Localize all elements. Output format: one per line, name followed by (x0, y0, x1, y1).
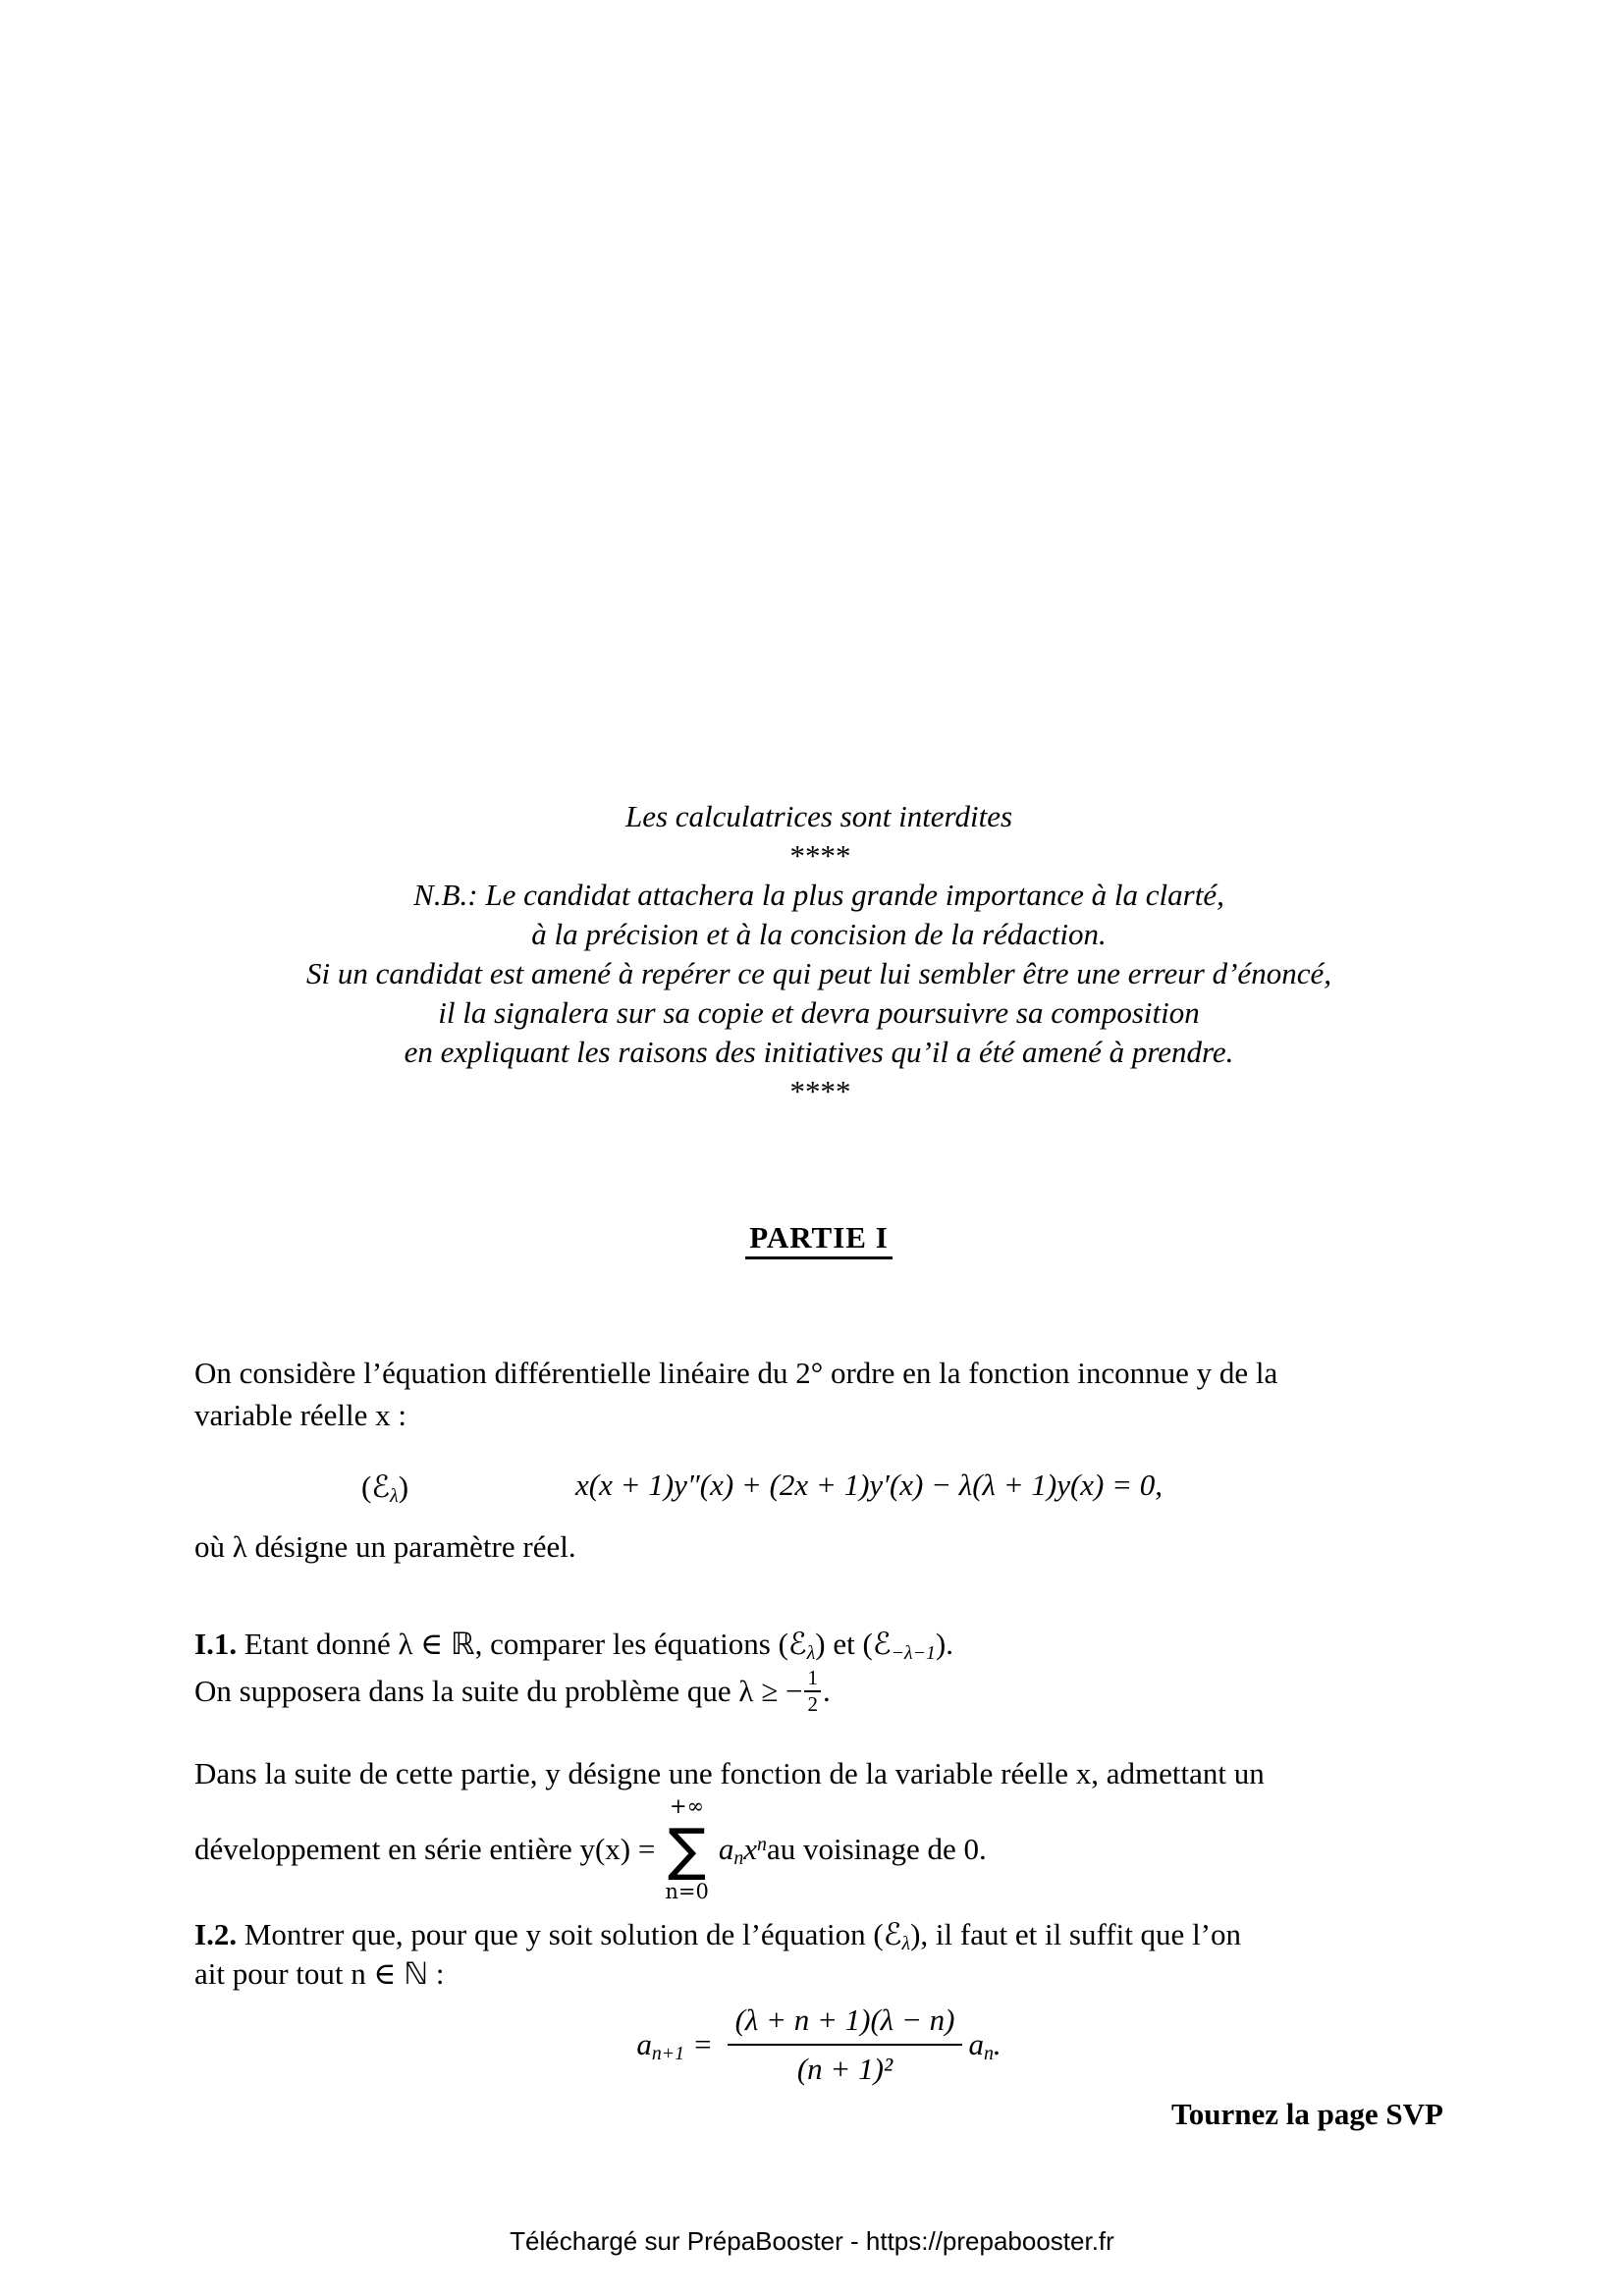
differential-equation-row (194, 1468, 1443, 1517)
summation-upper-limit: +∞ (670, 1794, 705, 1818)
term-x-superscript: n (757, 1834, 767, 1856)
intro-paragraph (194, 1352, 1443, 1436)
natural-numbers-symbol: ℕ (404, 1956, 429, 1992)
turn-page-note: Tournez la page SVP (1170, 2097, 1443, 2131)
sigma-icon: ∑ (668, 1816, 707, 1883)
q2-text-c: ait pour tout n ∈ (194, 1956, 405, 1991)
recurrence-rhs (968, 2027, 993, 2062)
equation-label-close-paren: ) (398, 1469, 409, 1504)
script-E-symbol: ℰ (787, 1627, 807, 1662)
recurrence-formula (194, 1993, 1443, 2096)
section-heading (194, 1220, 1443, 1255)
notice-line-nb: N.B.: Le candidat attachera la plus grande importance à la clarté, (413, 878, 1224, 912)
equation-label-subscript: λ (390, 1484, 399, 1507)
question-1-line-2 (194, 1662, 1443, 1721)
q1-hypothesis-text: On supposera dans la suite du problème que λ ≥ − (194, 1674, 803, 1708)
q2-E-subscript-lambda: λ (901, 1932, 911, 1954)
q2-text-d: : (428, 1956, 445, 1991)
q2-text-b: ), il faut et il suffit que l’on (910, 1917, 1242, 1951)
script-E-symbol: ℰ (872, 1627, 892, 1662)
lambda-parameter-line: où λ désigne un paramètre réel. (194, 1529, 576, 1564)
series-paragraph-line-1: Dans la suite de cette partie, y désigne une fonction de la variable réelle x, admettant un (194, 1756, 1265, 1790)
recurrence-denominator: (n + 1)² (796, 2051, 893, 2086)
lhs-a: a (636, 2026, 652, 2061)
q1-E-subscript-lambda: λ (806, 1641, 816, 1664)
download-footer: Téléchargé sur PrépaBooster - https://prepabooster.fr (510, 2226, 1114, 2256)
lhs-subscript: n+1 (651, 2042, 685, 2064)
notice-line-erreur: Si un candidat est amené à repérer ce qui peut lui sembler être une erreur d’énoncé, (306, 956, 1331, 990)
notice-stars-top: **** (788, 838, 849, 873)
notice-line-initiatives: en expliquant les raisons des initiatives qu’il a été amené à prendre. (404, 1035, 1234, 1069)
section-heading-title: PARTIE I (745, 1220, 893, 1259)
script-E-symbol: ℰ (883, 1917, 902, 1952)
series-paragraph-line-2 (194, 1794, 1443, 1903)
equals-sign: = (694, 2026, 712, 2061)
recurrence-lhs (636, 2027, 684, 2062)
one-half-fraction (804, 1668, 821, 1715)
q1-text-a: Etant donné λ ∈ (237, 1627, 451, 1661)
question-2-number: I.2. (194, 1917, 238, 1951)
differential-equation: x(x + 1)y″(x) + (2x + 1)y′(x) − λ(λ + 1)y(x) = 0, (575, 1468, 1164, 1502)
rhs-a: a (968, 2026, 984, 2061)
real-numbers-symbol: ℝ (451, 1627, 475, 1662)
q1-text-c: ) et ( (815, 1627, 873, 1661)
question-2-line-1 (194, 1917, 1443, 1952)
q2-text-a: Montrer que, pour que y soit solution de l’équation ( (237, 1917, 884, 1951)
series-general-term (719, 1832, 767, 1867)
notice-block (194, 797, 1443, 1111)
series-text-a: développement en série entière y(x) = (194, 1832, 656, 1866)
notice-stars-bottom: **** (788, 1074, 849, 1108)
q1-E-subscript-minus-lambda-minus-1: −λ−1 (891, 1641, 936, 1664)
q1-text-b: , comparer les équations ( (474, 1627, 788, 1661)
summation-lower-limit: n=0 (665, 1880, 709, 1903)
question-2-line-2 (194, 1956, 1443, 1992)
question-1-number: I.1. (194, 1627, 238, 1661)
term-a-subscript: n (733, 1846, 744, 1869)
q1-text-d: ). (935, 1627, 953, 1661)
recurrence-fraction (728, 2002, 963, 2086)
notice-line-precision: à la précision et à la concision de la rédaction. (531, 917, 1107, 951)
question-1-line-1 (194, 1627, 1443, 1662)
fraction-numerator: 1 (804, 1668, 821, 1692)
script-E-symbol: ℰ (371, 1469, 391, 1505)
fraction-denominator: 2 (807, 1692, 818, 1716)
notice-line-calculators: Les calculatrices sont interdites (624, 799, 1013, 833)
q1-hypothesis-period: . (822, 1674, 831, 1708)
summation-symbol (665, 1796, 708, 1902)
term-x: x (743, 1832, 758, 1866)
intro-line-1: On considère l’équation différentielle linéaire du 2° ordre en la fonction inconnue y de la (194, 1356, 1278, 1390)
series-text-b: au voisinage de 0. (766, 1832, 987, 1866)
equation-label (361, 1469, 408, 1505)
equation-label-open-paren: ( (361, 1469, 372, 1504)
recurrence-numerator: (λ + n + 1)(λ − n) (728, 2002, 963, 2045)
notice-line-signalera: il la signalera sur sa copie et devra poursuivre sa composition (438, 995, 1200, 1030)
intro-line-2: variable réelle x : (194, 1398, 407, 1432)
recurrence-period: . (993, 2026, 1001, 2061)
rhs-subscript: n (983, 2042, 994, 2064)
term-a: a (718, 1832, 734, 1866)
